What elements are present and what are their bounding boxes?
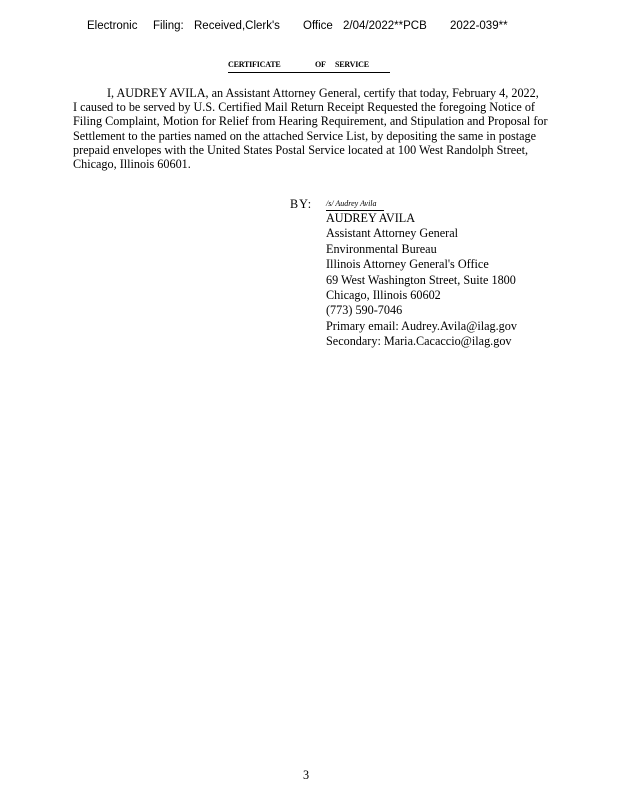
certificate-word-3: SERVICE [335,60,369,69]
header-case: 2022-039** [450,20,508,32]
signer-street: 69 West Washington Street, Suite 1800 [326,272,516,287]
signer-secondary-email: Secondary: Maria.Cacaccio@ilag.gov [326,334,512,349]
signer-primary-email: Primary email: Audrey.Avila@ilag.gov [326,318,517,333]
body-line: Filing Complaint, Motion for Relief from Hearing Requirement, and Stipulation and Proposal for [73,114,548,129]
signer-title: Assistant Attorney General [326,226,459,241]
body-line: Settlement to the parties named on the attached Service List, by depositing the same in postage [73,128,537,143]
filing-header [87,20,587,38]
body-line: I, AUDREY AVILA, an Assistant Attorney General, certify that today, February 4, 2022, [107,86,539,100]
page-number: 3 [303,768,310,782]
signer-office: Illinois Attorney General's Office [326,257,489,272]
certificate-title [228,60,390,73]
signer-bureau: Environmental Bureau [326,241,437,256]
body-line: I caused to be served by U.S. Certified Mail Return Receipt Requested the foregoing Notice of [73,100,535,115]
header-office: Office [303,20,333,32]
certificate-word-2: OF [315,60,326,69]
signature-line: /s/ Audrey Avila [326,199,384,211]
certificate-word-1: CERTIFICATE [228,60,281,69]
certificate-body [73,86,601,171]
header-electronic: Electronic [87,20,138,32]
signer-city: Chicago, Illinois 60602 [326,288,441,303]
body-line: Chicago, Illinois 60601. [73,157,191,172]
header-filing: Filing: [153,20,184,32]
header-received: Received,Clerk's [194,20,280,32]
by-label: BY: [290,197,313,211]
header-date: 2/04/2022**PCB [343,20,427,32]
signature-block [326,211,596,350]
body-line: prepaid envelopes with the United States Postal Service located at 100 West Randolph Street, [73,142,529,157]
signer-phone: (773) 590-7046 [326,303,403,318]
signer-name: AUDREY AVILA [326,211,416,225]
